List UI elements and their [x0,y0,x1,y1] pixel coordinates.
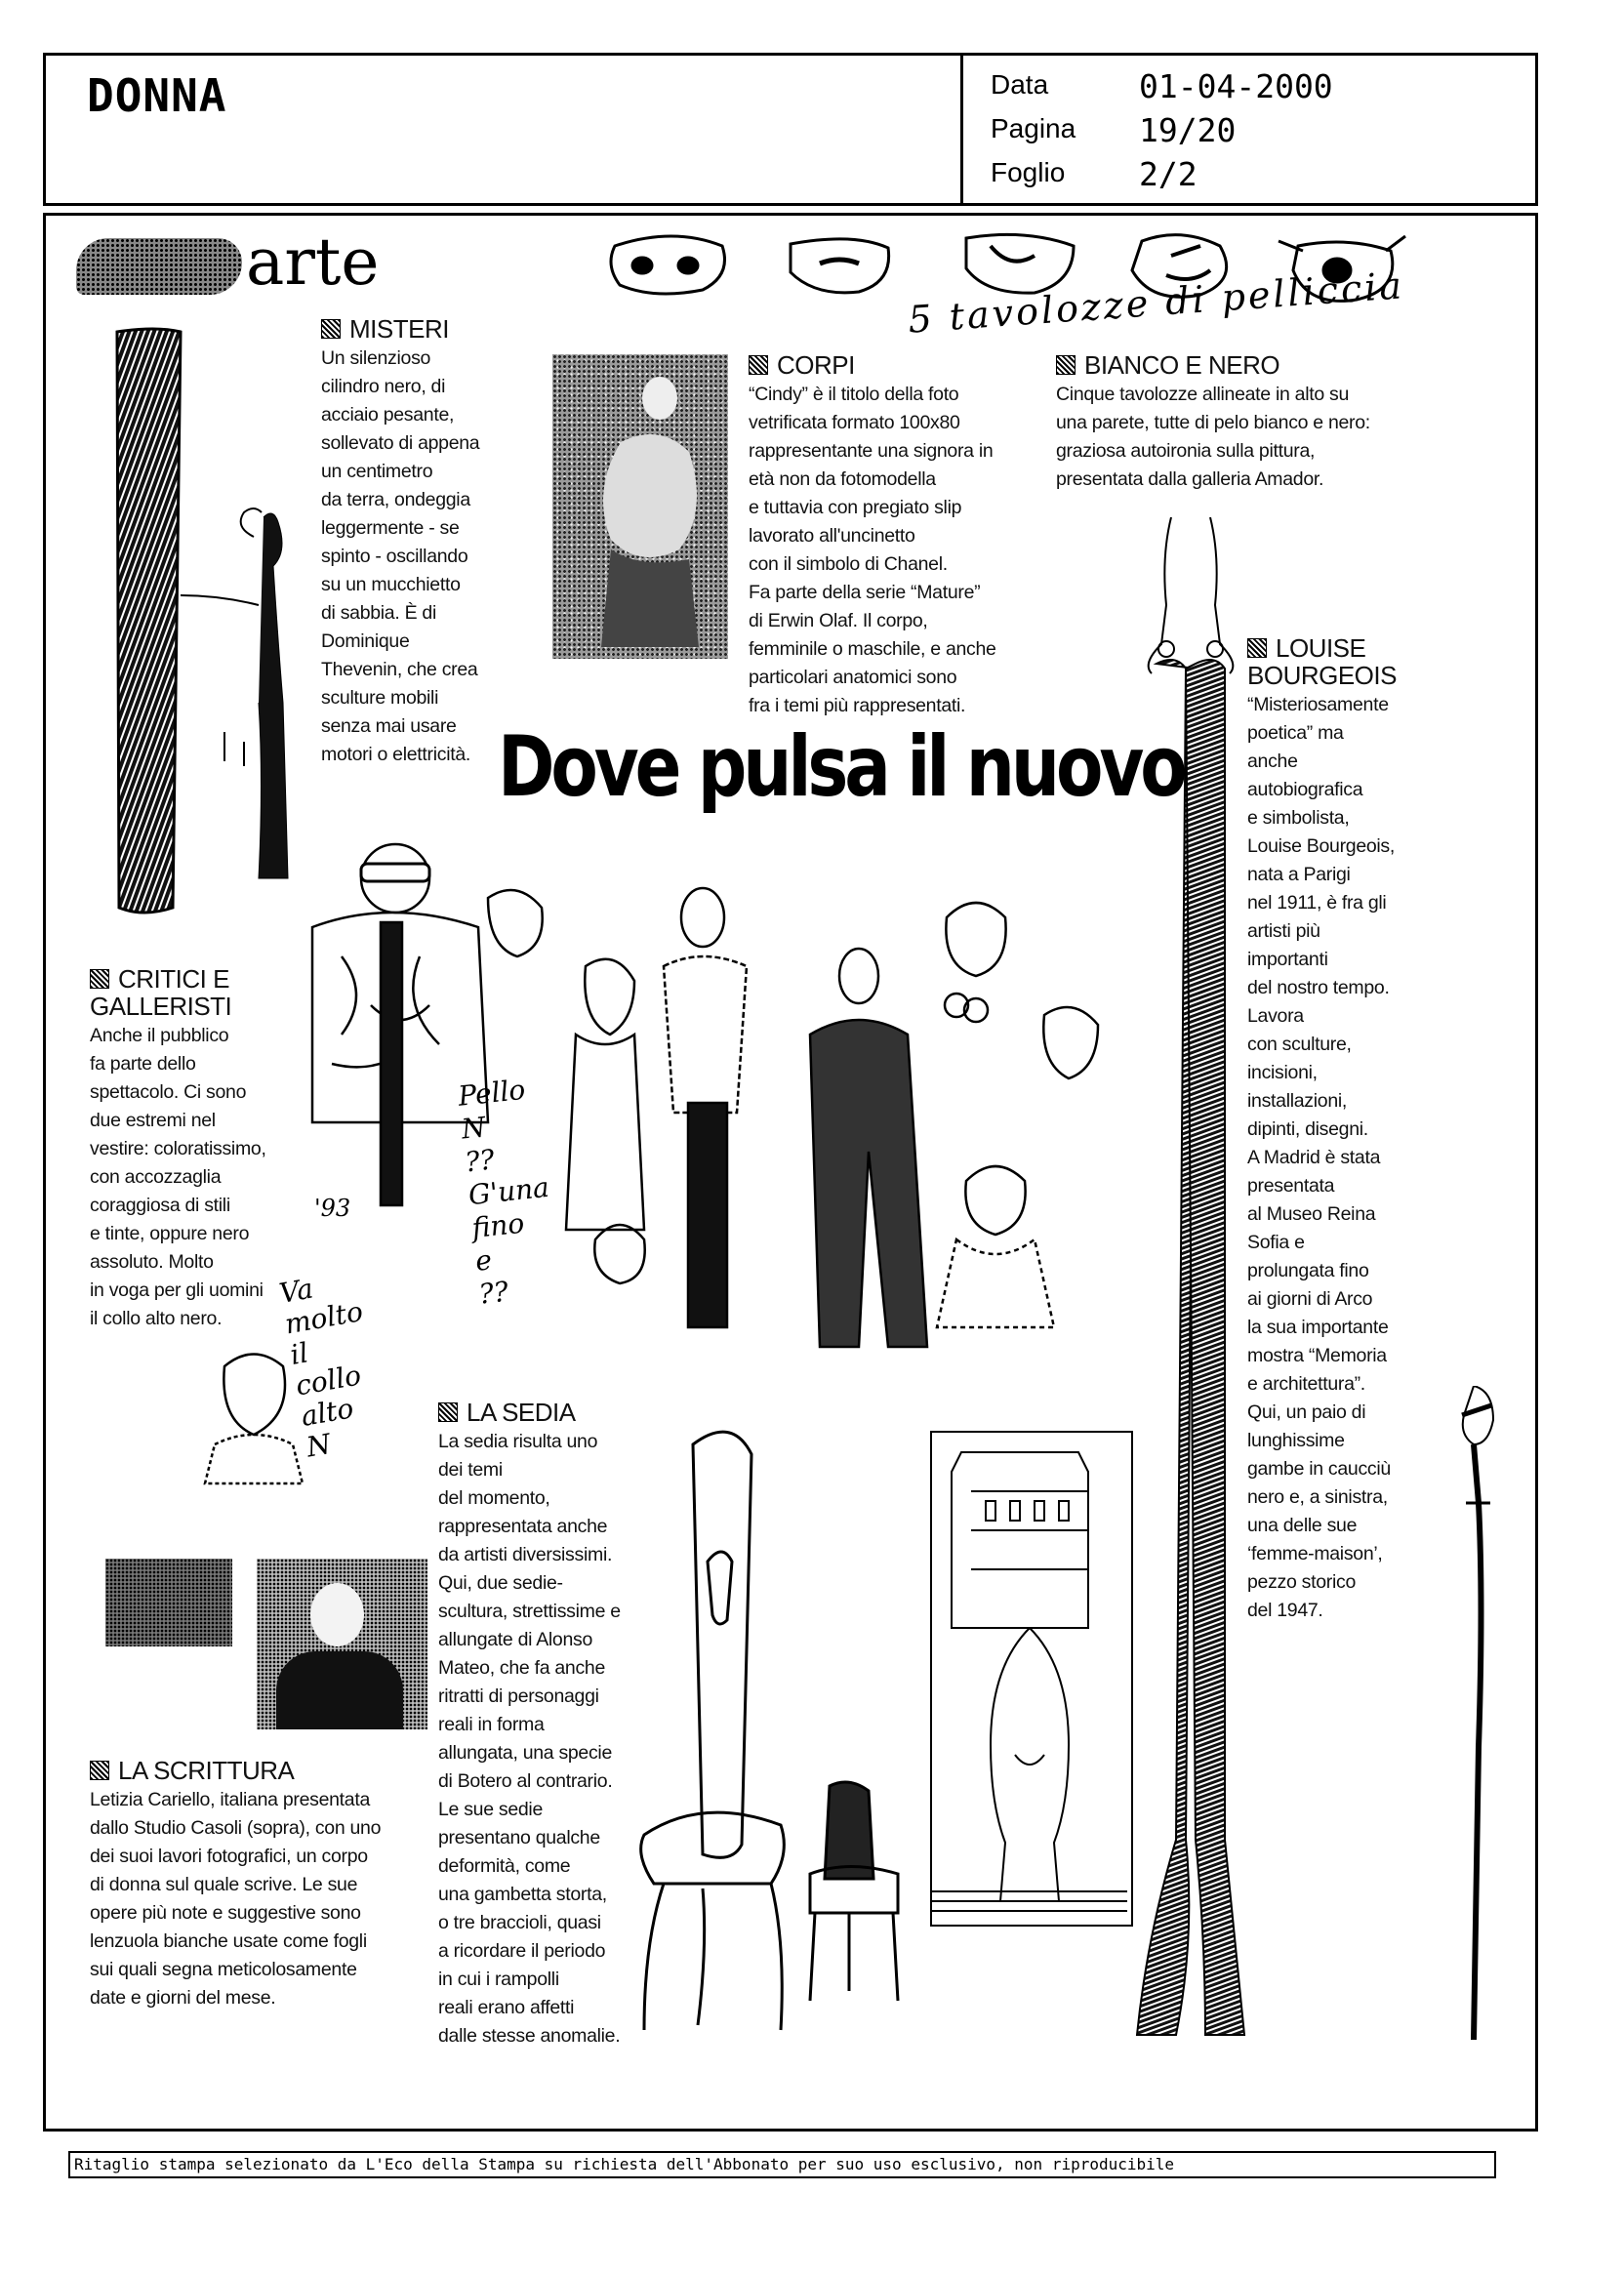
article-misteri [321,315,507,769]
critici-heading: CRITICI E GALLERISTI [90,964,232,1021]
date-label: Data [991,69,1049,100]
article-bianco-nero [1056,351,1388,494]
cindy-figure [552,354,728,659]
bullet-square-icon [90,969,109,989]
small-chair-sketch [800,1776,908,2010]
femme-maison-drawing [932,1433,1127,1921]
bianco-nero-body: Cinque tavolozze allineate in alto su una parete, tutte di pelo bianco e nero: graziosa autoironia sulla pittura, presentata dalla galleria Amador. [1056,384,1370,490]
header-meta-box [960,53,1538,206]
page-label: Pagina [991,113,1076,143]
handwritten-note: 5 tavolozze di pelliccia [907,264,1406,342]
corpi-body: “Cindy” è il titolo della foto vetrificata formato 100x80 rappresentante una signora in età non da fotomodella e tuttavia con pregiato slip lavorato all'uncinetto con il simbolo di Chanel. Fa parte della serie “Mature” di Erwin Olaf. Il corpo, femminile o maschile, e anche particolari anatomici sono fra i temi più rappresentati. [749,384,996,716]
cariello-portrait-body [276,1651,403,1729]
bianco-nero-heading: BIANCO E NERO [1056,351,1388,379]
bullet-square-icon [321,319,341,339]
critici-body: Anche il pubblico fa parte dello spettacolo. Ci sono due estremi nel vestire: coloratissimo, con accozzaglia coraggiosa di stili e tinte, oppure nero assoluto. Molto in voga per gli uomini il collo alto nero. [90,1025,266,1329]
section-tag [76,224,388,306]
cariello-photo-left-halftone [105,1559,232,1646]
bullet-square-icon [90,1761,109,1780]
bullet-square-icon [1247,638,1267,658]
article-sedia [438,1399,633,2051]
louise-body: “Misteriosamente poetica” ma anche autobiografica e simbolista, Louise Bourgeois, nata a Parigi nel 1911, è fra gli artisti più importanti del nostro tempo. Lavora con sculture, incisioni, installazioni, dipinti, disegni. A Madrid è stata presentata al Museo Reina Sofia e prolungata fino ai giorni di Arco la sua importante mostra “Memoria e architettura”. Qui, un paio di lunghissime gambe in caucciù nero e, a sinistra, una delle sue ‘femme-maison’, pezzo storico del 1947. [1247,694,1396,1621]
bullet-square-icon [749,355,768,375]
critics-figures-sketch [283,810,1161,1357]
sketch-note-pello: Pello N ?? G'una fino e ?? [456,1073,551,1311]
cariello-photo-portrait [257,1559,427,1729]
section-tag-halftone [76,238,242,295]
femme-maison-artwork [930,1431,1133,1927]
bald-man-sketch [195,1347,312,1493]
scrittura-heading: LA SCRITTURA [90,1757,412,1784]
cindy-photo [552,354,728,659]
header-publication-box [43,53,963,206]
article-scrittura [90,1757,412,2012]
cariello-portrait-head [310,1583,364,1646]
misteri-body: Un silenzioso cilindro nero, di acciaio pesante, sollevato di appena un centimetro da terra, ondeggia leggermente - se spinto - oscillando su un mucchietto di sabbia. È di Dominique Thevenin, che crea sculture mobili senza mai usare motori o elettricità. [321,347,480,765]
headline: Dove pulsa il nuovo [498,718,1184,816]
bullet-square-icon [438,1402,458,1422]
clipping-notice: Ritaglio stampa selezionato da L'Eco della Stampa su richiesta dell'Abbonato per suo uso esclusivo, non riproducibile [68,2151,1496,2178]
tall-chair-sketch [625,1425,800,2050]
page-value: 19/20 [1139,111,1237,149]
scrittura-body: Letizia Cariello, italiana presentata dallo Studio Casoli (sopra), con uno dei suoi lavori fotografici, un corpo di donna sul quale scrive. Le sue opere più note e suggestive sono lenzuola bianche usate come fogli sui quali segna meticolosamente date e giorni del mese. [90,1789,382,2009]
cariello-photo [105,1559,427,1729]
article-louise-bourgeois [1247,634,1423,1625]
standing-figure-sketch [1444,1386,1522,2069]
corpi-heading: CORPI [749,351,1012,379]
date-value: 01-04-2000 [1139,67,1333,105]
article-corpi [749,351,1012,720]
misteri-heading: MISTERI [321,315,507,343]
sheet-value: 2/2 [1139,155,1198,193]
bullet-square-icon [1056,355,1076,375]
publication-name: DONNA [87,69,227,122]
sheet-label: Foglio [991,157,1066,187]
sedia-body: La sedia risulta uno dei temi del momento, rappresentata anche da artisti diversissimi. Qui, due sedie- scultura, strettissime e allungate di Alonso Mateo, che fa anche ritratti di personaggi reali in forma allungata, una specie di Botero al contrario. Le sue sedie presentano qualche deformità, come una gambetta storta, o tre braccioli, quasi a ricordare il periodo in cui i rampolli reali erano affetti dalle stesse anomalie. [438,1431,621,2047]
sketch-note-collo: Va molto il collo alto N [276,1272,366,1464]
sedia-heading: LA SEDIA [438,1399,633,1426]
sketch-year: '93 [314,1195,351,1222]
section-name: arte [246,224,380,300]
article-critici [90,965,285,1333]
louise-heading: LOUISE BOURGEOIS [1247,633,1397,690]
